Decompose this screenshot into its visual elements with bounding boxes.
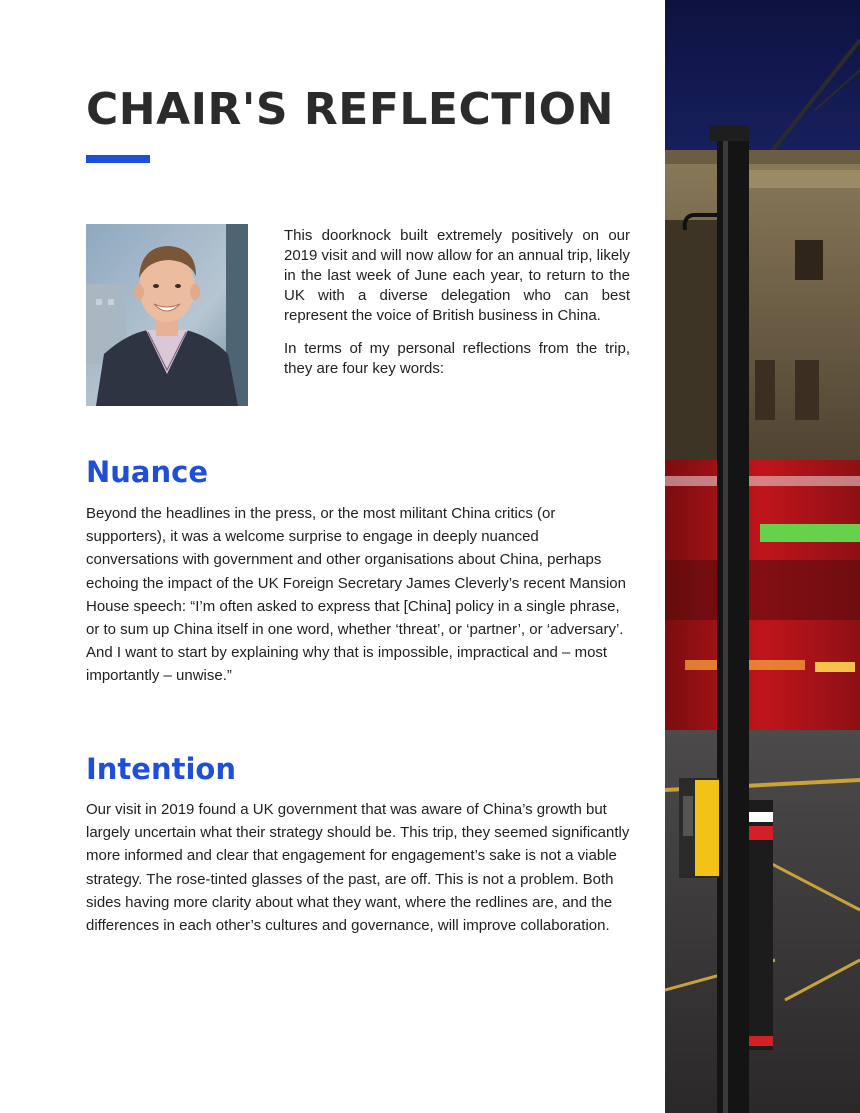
person-photo-icon [86,224,248,406]
intro-paragraph: In terms of my personal reflections from the trip, they are four key words: [284,340,630,377]
section-heading-intention: Intention [86,752,236,786]
section-body-intention: Our visit in 2019 found a UK government that was aware of China’s growth but largely uncertain what their strategy should be. This trip, they seemed significantly more informed and clear that engagement for engagement’s sake is not a viable strategy. The rose-tinted glasses of the past, are off. This is not a problem. Both sides having more clarity about what they want, where the redlines are, and the differences in each other’s cultures and governance, will improve collaboration. [86,801,630,935]
section-heading-nuance: Nuance [86,455,208,489]
section-body-nuance: Beyond the headlines in the press, or the most militant China critics (or supporters), it was a welcome surprise to engage in deeply nuanced conversations with government and other organisations about China, perhaps echoing the impact of the UK Foreign Secretary James Cleverly’s recent Mansion House speech: “I’m often asked to express that [China] policy in a single phrase, or to sum up China itself in one word, whether ‘threat’, or ‘partner’, or ‘adversary’. And I want to start by explaining why that is impossible, impractical and – most importantly – unwise.” [86,505,626,685]
title-accent-rule [86,155,150,163]
intro-text [284,226,630,392]
london-street-photo-icon [665,0,860,1113]
intro-paragraph: This doorknock built extremely positively on our 2019 visit and will now allow for an annual trip, likely in the last week of June each year, to return to the UK with a diverse delegation who can best represent the voice of British business in China. [284,227,631,324]
page-title: CHAIR'S REFLECTION [86,84,614,135]
